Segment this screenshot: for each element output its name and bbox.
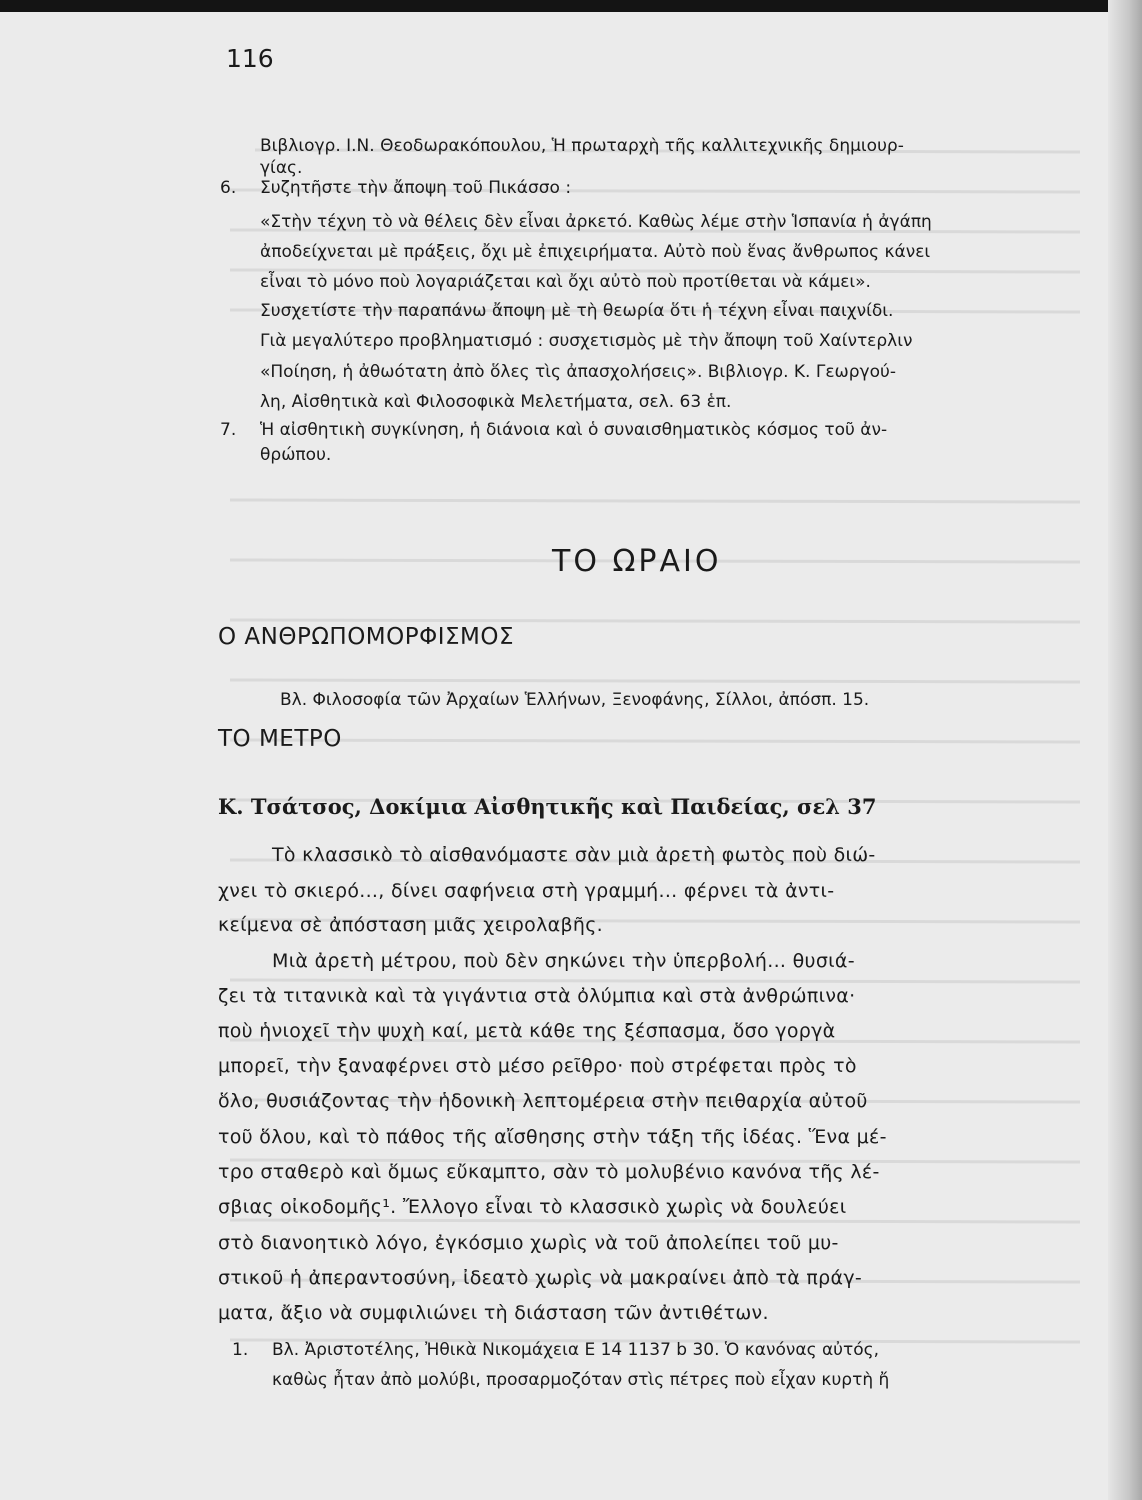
note-line: «Στὴν τέχνη τὸ νὰ θέλεις δὲν εἶναι ἀρκετό. Καθὼς λέμε στὴν Ἱσπανία ἡ ἀγάπη	[260, 212, 932, 232]
body-line: στικοῦ ἡ ἀπεραντοσύνη, ἰδεατὸ χωρὶς νὰ μακραίνει ἀπὸ τὰ πράγ-	[218, 1267, 863, 1289]
body-line: Μιὰ ἀρετὴ μέτρου, ποὺ δὲν σηκώνει τὴν ὑπερβολή... θυσιά-	[272, 950, 855, 972]
note-line: ἀποδείχνεται μὲ πράξεις, ὄχι μὲ ἐπιχειρήματα. Αὐτὸ ποὺ ἕνας ἄνθρωπος κάνει	[260, 242, 931, 262]
body-line: ζει τὰ τιτανικὰ καὶ τὰ γιγάντια στὰ ὀλύμπια καὶ στὰ ἀνθρώπινα·	[218, 985, 856, 1007]
item-number: 6.	[220, 178, 237, 198]
body-line: χνει τὸ σκιερό..., δίνει σαφήνεια στὴ γραμμή... φέρνει τὰ ἀντι-	[218, 880, 835, 902]
body-line: ποὺ ἡνιοχεῖ τὴν ψυχὴ καί, μετὰ κάθε της ξέσπασμα, ὅσο γοργὰ	[218, 1020, 836, 1042]
body-line: κείμενα σὲ ἀπόσταση μιᾶς χειρολαβῆς.	[218, 914, 604, 936]
note-line: λη, Αἰσθητικὰ καὶ Φιλοσοφικὰ Μελετήματα, σελ. 63 ἑπ.	[260, 392, 732, 412]
body-line: ὅλο, θυσιάζοντας τὴν ἡδονικὴ λεπτομέρεια στὴν πειθαρχία αὐτοῦ	[218, 1090, 868, 1112]
body-line: τρο σταθερὸ καὶ ὅμως εὔκαμπτο, σὰν τὸ μολυβένιο κανόνα τῆς λέ-	[218, 1161, 880, 1183]
note-line: Γιὰ μεγαλύτερο προβληματισμό : συσχετισμὸς μὲ τὴν ἄποψη τοῦ Χαίντερλιν	[260, 331, 913, 351]
note-line: γίας.	[260, 158, 303, 178]
body-line: τοῦ ὅλου, καὶ τὸ πάθος τῆς αἴσθησης στὴν τάξη τῆς ἰδέας. Ἕνα μέ-	[218, 1126, 887, 1148]
item-number: 7.	[220, 420, 237, 440]
note-line: Συσχετίστε τὴν παραπάνω ἄποψη μὲ τὴ θεωρία ὅτι ἡ τέχνη εἶναι παιχνίδι.	[260, 301, 894, 321]
body-line: σβιας οἰκοδομῆς¹. Ἔλλογο εἶναι τὸ κλασσικὸ χωρὶς νὰ δουλεύει	[218, 1196, 847, 1218]
source-citation: Κ. Τσάτσος, Δοκίμια Αἰσθητικῆς καὶ Παιδείας, σελ 37	[218, 794, 877, 819]
body-line: μπορεῖ, τὴν ξαναφέρνει στὸ μέσο ρεῖθρο· ποὺ στρέφεται πρὸς τὸ	[218, 1055, 857, 1077]
body-line: ματα, ἄξιο νὰ συμφιλιώνει τὴ διάσταση τῶν ἀντιθέτων.	[218, 1302, 769, 1324]
subheading-anthropomorphism: Ο ΑΝΘΡΩΠΟΜΟΡΦΙΣΜΟΣ	[218, 624, 515, 650]
page-number: 116	[226, 44, 274, 73]
note-line: Βιβλιογρ. Ι.Ν. Θεοδωρακόπουλου, Ἡ πρωταρχὴ τῆς καλλιτεχνικῆς δημιουρ-	[260, 136, 904, 156]
subheading-measure: ΤΟ ΜΕΤΡΟ	[218, 726, 342, 752]
body-line: Τὸ κλασσικὸ τὸ αἰσθανόμαστε σὰν μιὰ ἀρετὴ φωτὸς ποὺ διώ-	[272, 844, 876, 866]
note-line: Συζητῆστε τὴν ἄποψη τοῦ Πικάσσο :	[260, 178, 572, 198]
footnote-line: καθὼς ἦταν ἀπὸ μολύβι, προσαρμοζόταν στὶς πέτρες ποὺ εἶχαν κυρτὴ ἤ	[272, 1370, 890, 1390]
note-line: εἶναι τὸ μόνο ποὺ λογαριάζεται καὶ ὄχι αὐτὸ ποὺ προτίθεται νὰ κάμει».	[260, 272, 871, 292]
note-line: Ἡ αἰσθητικὴ συγκίνηση, ἡ διάνοια καὶ ὁ συναισθηματικὸς κόσμος τοῦ ἀν-	[260, 420, 888, 440]
body-line: στὸ διανοητικὸ λόγο, ἐγκόσμιο χωρὶς νὰ τοῦ ἀπολείπει τοῦ μυ-	[218, 1232, 839, 1254]
footnote-line: Βλ. Ἀριστοτέλης, Ἠθικὰ Νικομάχεια Ε 14 1137 b 30. Ὁ κανόνας αὐτός,	[272, 1340, 880, 1360]
footnote-number: 1.	[232, 1340, 249, 1360]
note-line: θρώπου.	[260, 445, 332, 465]
reference-line: Βλ. Φιλοσοφία τῶν Ἀρχαίων Ἑλλήνων, Ξενοφάνης, Σίλλοι, ἀπόσπ. 15.	[280, 690, 870, 710]
note-line: «Ποίηση, ἡ ἀθωότατη ἀπὸ ὅλες τὶς ἀπασχολήσεις». Βιβλιογρ. Κ. Γεωργού-	[260, 362, 896, 382]
section-title: ΤΟ ΩΡΑΙΟ	[552, 544, 722, 579]
